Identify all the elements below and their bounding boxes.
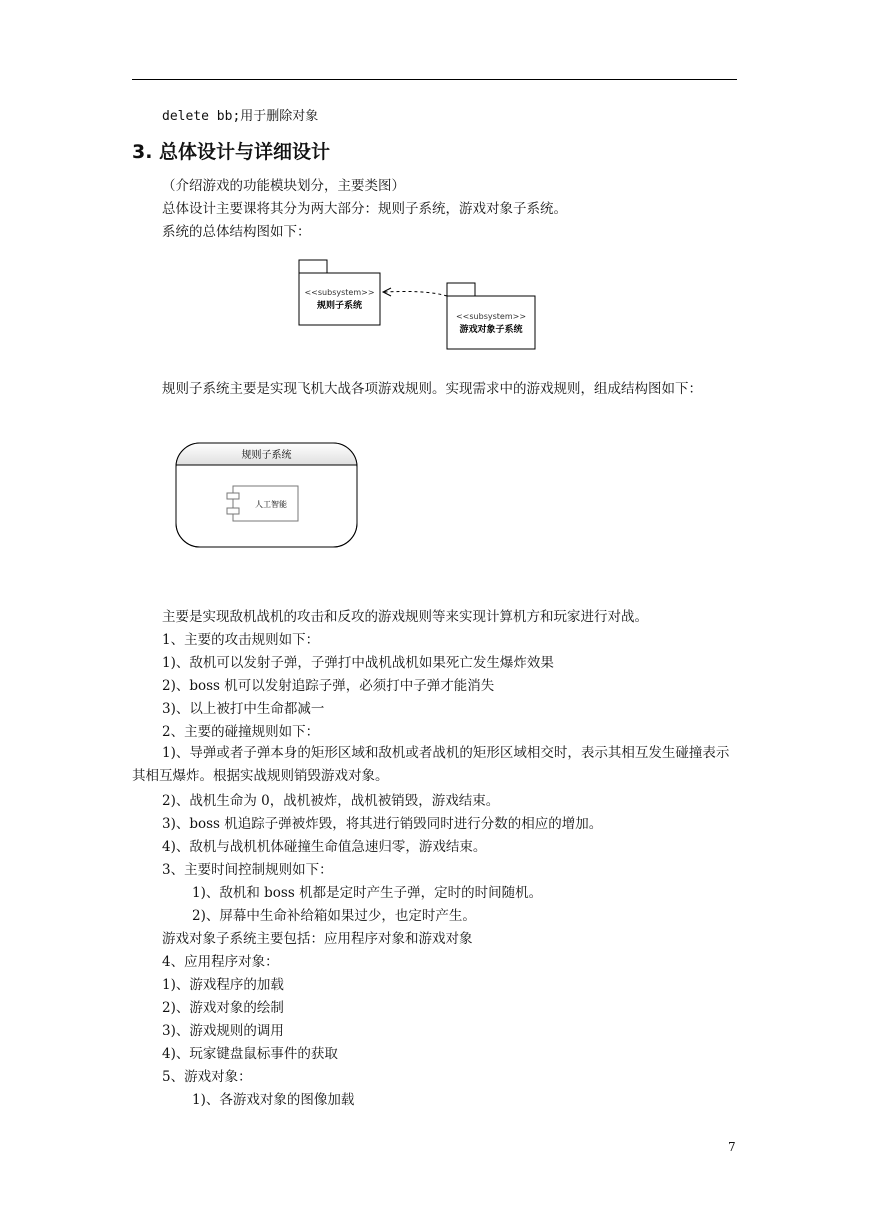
text-line: 3、主要时间控制规则如下： bbox=[162, 862, 333, 878]
text-line: 2)、boss 机可以发射追踪子弹，必须打中子弹才能消失 bbox=[162, 678, 495, 694]
text-line: 1)、各游戏对象的图像加载 bbox=[192, 1092, 355, 1108]
package-diagram bbox=[290, 255, 550, 355]
intro-line: （介绍游戏的功能模块划分，主要类图） bbox=[162, 178, 405, 194]
text-line: 1、主要的攻击规则如下： bbox=[162, 632, 320, 648]
package-1-stereotype: <<subsystem>> bbox=[304, 288, 375, 297]
text-line: 4)、玩家键盘鼠标事件的获取 bbox=[162, 1046, 338, 1062]
time-rule-line: 2)、屏幕中生命补给箱如果过少，也定时产生。 bbox=[192, 908, 476, 924]
package-2-stereotype: <<subsystem>> bbox=[455, 312, 527, 321]
text-line: 1)、敌机可以发射子弹，子弹打中战机战机如果死亡发生爆炸效果 bbox=[162, 655, 554, 671]
text-line: 3)、以上被打中生命都减一 bbox=[162, 701, 325, 717]
time-rule-line: 1)、敌机和 boss 机都是定时产生子弹，定时的时间随机。 bbox=[192, 885, 543, 901]
package-1-body bbox=[299, 273, 380, 325]
diagram1-caption: 系统的总体结构图如下： bbox=[162, 224, 311, 240]
page-number: 7 bbox=[728, 1140, 736, 1154]
text-line: 2)、游戏对象的绘制 bbox=[162, 1000, 284, 1016]
text-line: 主要是实现敌机战机的攻击和反攻的游戏规则等来实现计算机方和玩家进行对战。 bbox=[162, 609, 648, 625]
package-2-name: 游戏对象子系统 bbox=[459, 325, 523, 335]
collision-paragraph: 1)、导弹或者子弹本身的矩形区域和敌机或者战机的矩形区域相交时，表示其相互发生碰撞表示其相互爆炸。根据实战规则销毁游戏对象。 bbox=[132, 745, 730, 784]
component-icon-bottom bbox=[227, 508, 239, 514]
code-line: delete bb;用于删除对象 bbox=[162, 109, 319, 124]
section-heading: 3. 总体设计与详细设计 bbox=[132, 141, 331, 163]
text-line: 1)、游戏程序的加载 bbox=[162, 977, 284, 993]
subsystem-title: 规则子系统 bbox=[241, 450, 292, 461]
component-icon-top bbox=[227, 493, 239, 499]
text-line: 4)、敌机与战机机体碰撞生命值急速归零，游戏结束。 bbox=[162, 839, 487, 855]
text-line: 2)、战机生命为 0，战机被炸，战机被销毁，游戏结束。 bbox=[162, 793, 500, 809]
text-line: 3)、游戏规则的调用 bbox=[162, 1023, 284, 1039]
component-name: 人工智能 bbox=[255, 500, 287, 509]
text-line: 游戏对象子系统主要包括：应用程序对象和游戏对象 bbox=[162, 931, 473, 947]
text-line: 5、游戏对象： bbox=[162, 1069, 252, 1085]
rules-paragraph: 规则子系统主要是实现飞机大战各项游戏规则。实现需求中的游戏规则，组成结构图如下： bbox=[162, 381, 702, 397]
dependency-arrow bbox=[383, 291, 447, 296]
package-2-tab bbox=[447, 283, 475, 296]
header-rule bbox=[132, 79, 737, 80]
composite-diagram bbox=[170, 438, 370, 556]
package-2-body bbox=[447, 296, 535, 349]
package-1-tab bbox=[299, 260, 327, 273]
package-1-name: 规则子系统 bbox=[316, 301, 363, 311]
text-line: 3)、boss 机追踪子弹被炸毁，将其进行销毁同时进行分数的相应的增加。 bbox=[162, 816, 603, 832]
overview-line: 总体设计主要课将其分为两大部分：规则子系统，游戏对象子系统。 bbox=[162, 201, 567, 217]
text-line: 2、主要的碰撞规则如下： bbox=[162, 724, 320, 740]
text-line: 4、应用程序对象： bbox=[162, 954, 279, 970]
